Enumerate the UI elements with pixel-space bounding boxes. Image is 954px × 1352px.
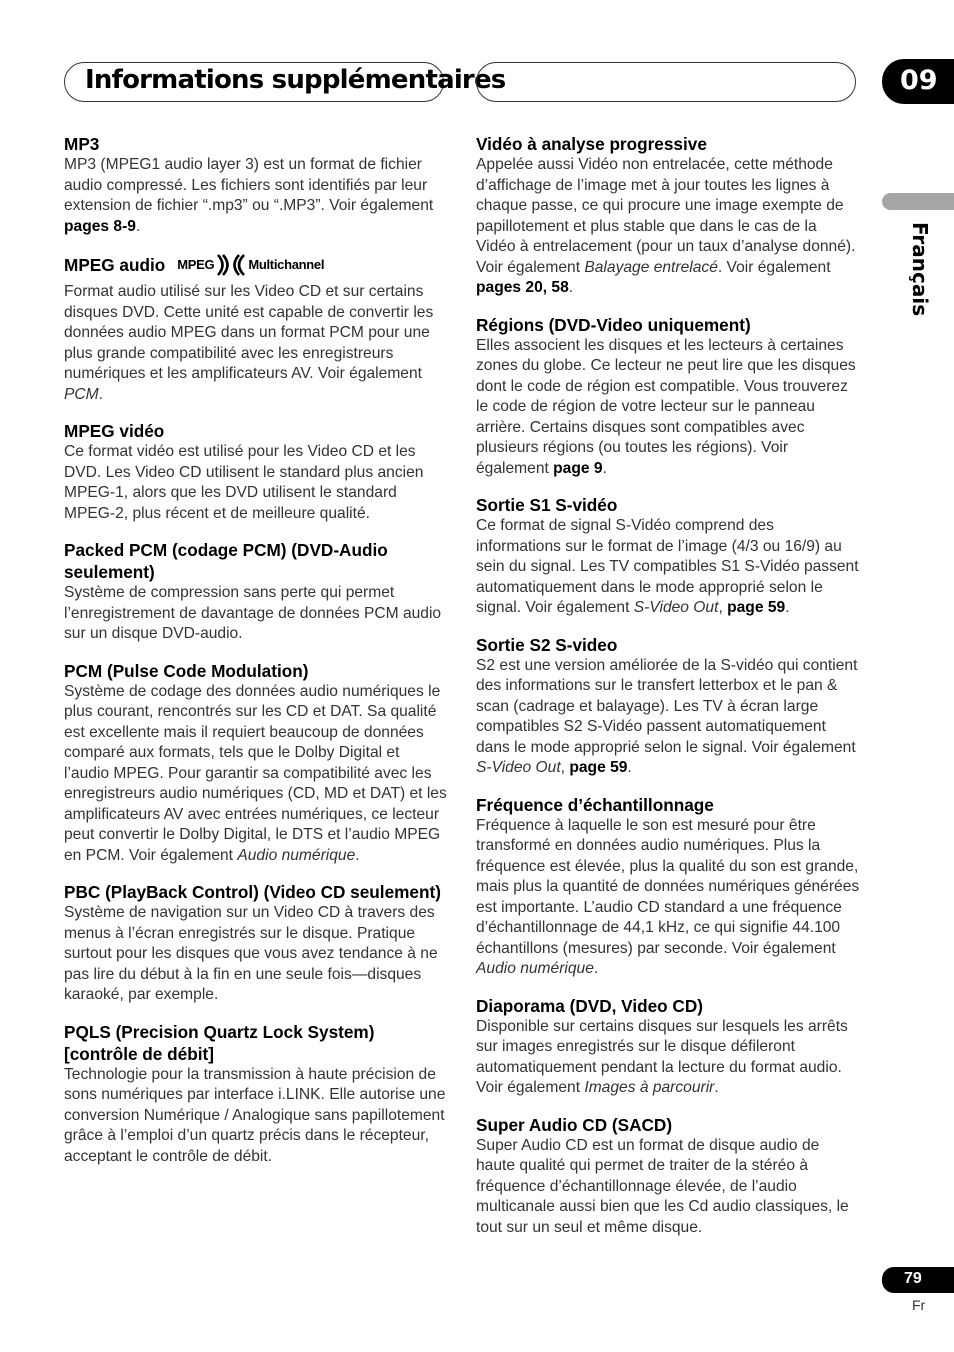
glossary-entry bbox=[64, 252, 448, 405]
entry-body: MP3 (MPEG1 audio layer 3) est un format de fichier audio compressé. Les fichiers sont identifiés par leur extension de fichier “.mp3” ou “.MP3”. Voir également pages 8-9. bbox=[64, 156, 434, 235]
entry-body: S2 est une version améliorée de la S-vidéo qui contient des informations sur le transfert letterbox et le pan & scan (cadrage et balayage). Les TV à écran large compatibles S2 S-Vidéo passent automatiquement dans le mode approprié selon le signal. Voir également S-Video Out, page 59. bbox=[476, 656, 858, 776]
entry-gap bbox=[64, 645, 448, 660]
glossary-entry bbox=[64, 1021, 448, 1168]
entry-heading: Packed PCM (codage PCM) (DVD-Audio seulement) bbox=[64, 540, 388, 582]
glossary-entry bbox=[64, 133, 448, 237]
language-tab-bar bbox=[882, 193, 954, 210]
entry-heading: MPEG vidéo bbox=[64, 421, 165, 441]
entry-heading: Sortie S2 S-video bbox=[476, 634, 618, 655]
entry-body: Ce format de signal S-Vidéo comprend des informations sur le format de l’image (4/3 ou 16/9) au sein du signal. Les TV compatibles S1 S-Vidéo passent automatiquement dans le mode approprié selon le signal. Voir également S-Video Out, page 59. bbox=[476, 517, 859, 616]
page-reference: pages 20, 58 bbox=[476, 279, 569, 296]
entry-gap bbox=[476, 479, 860, 494]
entry-body: Fréquence à laquelle le son est mesuré pour être transformé en données audio numériques. Plus la fréquence est élevée, plus la qualité du son est grande, mais plus la quantité de données numériques générées est importante. L’audio CD standard a une fréquence d’échantillonnage de 44,1 kHz, ce qui signifie 44.100 échantillons (mesures) par seconde. Voir également Audio numérique. bbox=[476, 816, 860, 977]
entry-body: Système de compression sans perte qui permet l’enregistrement de davantage de données PCM audio sur un disque DVD-audio. bbox=[64, 584, 442, 642]
entry-body: Elles associent les disques et les lecteurs à certaines zones du globe. Ce lecteur ne peut lire que les disques dont le code de région est compatible. Vous trouverez le code de région de votre lecteur sur le panneau arrière. Certains disques sont compatibles avec plusieurs régions (ou toutes les régions). Voir également page 9. bbox=[476, 336, 856, 477]
cross-reference: Images à parcourir bbox=[584, 1079, 715, 1096]
entry-body: Disponible sur certains disques sur lesquels les arrêts sur images enregistrés sur le disque défileront automatiquement pendant la lecture du format audio. Voir également Images à parcourir. bbox=[476, 1017, 848, 1096]
glossary-entry bbox=[64, 881, 448, 1006]
multichannel-arc-icon bbox=[214, 252, 248, 278]
header-empty-box bbox=[476, 62, 856, 102]
entry-heading: Fréquence d’échantillonnage bbox=[476, 794, 714, 815]
entry-heading: PBC (PlayBack Control) (Video CD seulement) bbox=[64, 882, 441, 902]
entry-heading: MP3 bbox=[64, 134, 100, 154]
language-label: Français bbox=[908, 222, 932, 317]
cross-reference: S-Video Out bbox=[633, 599, 719, 616]
entry-heading: Diaporama (DVD, Video CD) bbox=[476, 995, 703, 1016]
entry-body: Format audio utilisé sur les Video CD et sur certains disques DVD. Cette unité est capable de convertir les données audio MPEG dans un format PCM pour une plus grande compatibilité avec les enregistreurs numériques et les amplificateurs AV. Voir également PCM. bbox=[64, 283, 434, 403]
language-label-wrapper bbox=[908, 222, 932, 332]
entry-heading: Régions (DVD-Video uniquement) bbox=[476, 314, 751, 335]
chapter-badge bbox=[882, 59, 954, 104]
chapter-title-box bbox=[64, 62, 506, 102]
glossary-entry bbox=[64, 660, 448, 867]
entry-body: Système de codage des données audio numériques le plus courant, rencontrés sur les CD et DAT. Sa qualité est excellente mais il requiert beaucoup de données comparé aux formats, tels que le Dolby Digital et l’audio MPEG. Pour garantir sa compatibilité avec les enregistreurs audio numériques (CD, MD et DAT) et les amplificateurs AV avec entrées numériques, ce lecteur peut convertir le Dolby Digital, le DTS et l’audio MPEG en PCM. Voir également Audio numérique. bbox=[64, 682, 447, 864]
glossary-entry bbox=[476, 314, 860, 480]
entry-gap bbox=[64, 237, 448, 252]
entry-gap bbox=[64, 524, 448, 539]
logo-word: Multichannel bbox=[248, 257, 325, 272]
entry-gap bbox=[64, 866, 448, 881]
mpeg-multichannel-logo bbox=[177, 252, 324, 278]
glossary-entry bbox=[476, 494, 860, 619]
entry-gap bbox=[64, 405, 448, 420]
entry-heading bbox=[64, 252, 448, 278]
page-reference: page 59 bbox=[569, 759, 628, 776]
page-reference: page 9 bbox=[553, 459, 603, 477]
entry-heading: PQLS (Precision Quartz Lock System) [contrôle de débit] bbox=[64, 1021, 375, 1064]
glossary-entry bbox=[64, 539, 448, 645]
entry-gap bbox=[476, 619, 860, 634]
entry-heading: PCM (Pulse Code Modulation) bbox=[64, 660, 309, 681]
entry-heading-text: MPEG audio bbox=[64, 255, 166, 275]
entry-gap bbox=[476, 1099, 860, 1114]
glossary-entry bbox=[64, 420, 448, 524]
entry-heading: Super Audio CD (SACD) bbox=[476, 1114, 673, 1135]
entry-gap bbox=[476, 779, 860, 794]
page-number-badge bbox=[882, 1267, 954, 1293]
cross-reference: Audio numérique bbox=[476, 960, 594, 977]
glossary-entry bbox=[476, 794, 860, 980]
entry-body: Technologie pour la transmission à haute précision de sons numériques par interface i.LINK. Elle autorise une conversion Numérique / Analogique sans papillotement grâce à l’emploi d’un quartz précis dans le récepteur, acceptant le contrôle de débit. bbox=[64, 1065, 446, 1165]
entry-body: Système de navigation sur un Video CD à travers des menus à l’écran enregistrés sur le disque. Pratique surtout pour les disques que vous avez tendance à ne pas lire du début à la fin en une seule fois—disques karaoké, par exemple. bbox=[64, 904, 438, 1003]
left-column bbox=[64, 133, 448, 1167]
entry-heading: Sortie S1 S-vidéo bbox=[476, 495, 618, 515]
logo-word: MPEG bbox=[177, 257, 215, 272]
cross-reference: Audio numérique bbox=[237, 846, 356, 864]
entry-gap bbox=[476, 299, 860, 314]
entry-body: Ce format vidéo est utilisé pour les Video CD et les DVD. Les Video CD utilisent le standard plus ancien MPEG-1, alors que les DVD utilisent le standard MPEG-2, plus récent et de meilleure qualité. bbox=[64, 443, 424, 522]
page-title: Informations supplémentaires bbox=[85, 65, 506, 95]
glossary-entry bbox=[476, 634, 860, 779]
cross-reference: Balayage entrelacé bbox=[584, 258, 718, 276]
cross-reference: S-Video Out bbox=[476, 759, 561, 776]
entry-body: Super Audio CD est un format de disque audio de haute qualité qui permet de traiter de la stéréo à fréquence d’échantillonnage élevée, de l’audio multicanale aussi bien que les Cd audio classiques, le tout sur un seul et même disque. bbox=[476, 1136, 849, 1236]
entry-gap bbox=[64, 1006, 448, 1021]
entry-body: Appelée aussi Vidéo non entrelacée, cette méthode d’affichage de l’image met à jour toutes les lignes à chaque passe, ce qui procure une image exempte de papillotement et plus stable que dans le cas de la Vidéo à entrelacement (pour un taux d’analyse donné). Voir également Balayage entrelacé. Voir également pages 20, 58. bbox=[476, 156, 856, 296]
entry-gap bbox=[476, 980, 860, 995]
entry-heading: Vidéo à analyse progressive bbox=[476, 134, 707, 154]
glossary-entry bbox=[476, 133, 860, 299]
page-number: 79 bbox=[904, 1270, 922, 1287]
page-reference: page 59 bbox=[727, 599, 786, 616]
page-language-code: Fr bbox=[912, 1297, 926, 1313]
right-column bbox=[476, 133, 860, 1238]
cross-reference: PCM bbox=[64, 385, 99, 403]
glossary-entry bbox=[476, 1114, 860, 1239]
chapter-number: 09 bbox=[900, 65, 938, 96]
glossary-entry bbox=[476, 995, 860, 1099]
page-reference: pages 8-9 bbox=[64, 217, 136, 235]
